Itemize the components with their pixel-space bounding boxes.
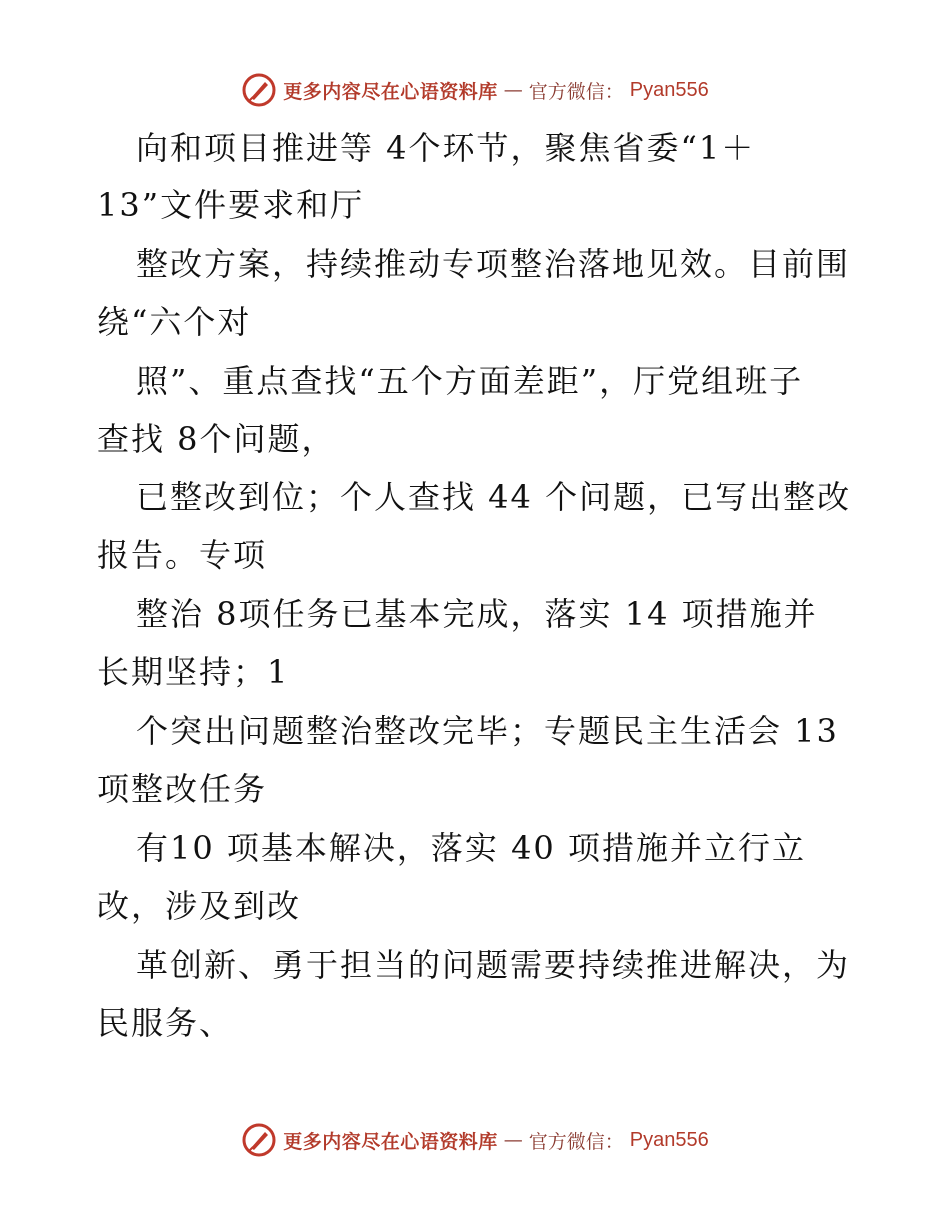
text-line: 已整改到位；个人查找 44 个问题，已写出整改 bbox=[136, 478, 852, 516]
footer-watermark bbox=[0, 1120, 950, 1160]
watermark-brand: 更多内容尽在心语资料库 bbox=[283, 1130, 498, 1153]
text-line: 长期坚持；1 bbox=[97, 653, 290, 691]
text-line: 整治 8项任务已基本完成，落实 14 项措施并 bbox=[136, 595, 818, 633]
watermark-official-label: 官方微信： bbox=[528, 1130, 624, 1153]
watermark-wechat-id: Pyan556 bbox=[629, 78, 709, 101]
watermark-official-label: 官方微信： bbox=[528, 80, 624, 103]
text-line: 绕“六个对 bbox=[97, 303, 252, 341]
text-line: 革创新、勇于担当的问题需要持续推进解决，为 bbox=[136, 946, 851, 984]
text-line: 13”文件要求和厅 bbox=[97, 186, 365, 224]
text-line: 报告。专项 bbox=[97, 536, 268, 574]
watermark-brand: 更多内容尽在心语资料库 bbox=[283, 80, 498, 103]
quill-seal-icon bbox=[241, 1122, 277, 1158]
text-line: 查找 8个问题， bbox=[97, 420, 336, 458]
watermark-wechat-id: Pyan556 bbox=[629, 1128, 709, 1151]
text-line: 有10 项基本解决，落实 40 项措施并立行立 bbox=[136, 829, 806, 867]
text-line: 项整改任务 bbox=[97, 770, 268, 808]
text-line: 个突出问题整治整改完毕；专题民主生活会 13 bbox=[136, 712, 839, 750]
text-line: 改，涉及到改 bbox=[97, 887, 302, 925]
header-watermark bbox=[0, 70, 950, 110]
text-line: 照”、重点查找“五个方面差距”，厅党组班子 bbox=[136, 362, 804, 400]
text-line: 整改方案，持续推动专项整治落地见效。目前围 bbox=[136, 245, 851, 283]
text-line: 向和项目推进等 4个环节，聚焦省委“1＋ bbox=[136, 129, 756, 167]
quill-seal-icon bbox=[241, 72, 277, 108]
watermark-dash: — bbox=[503, 79, 523, 101]
watermark-dash: — bbox=[503, 1129, 523, 1151]
text-line: 民服务、 bbox=[97, 1004, 234, 1042]
